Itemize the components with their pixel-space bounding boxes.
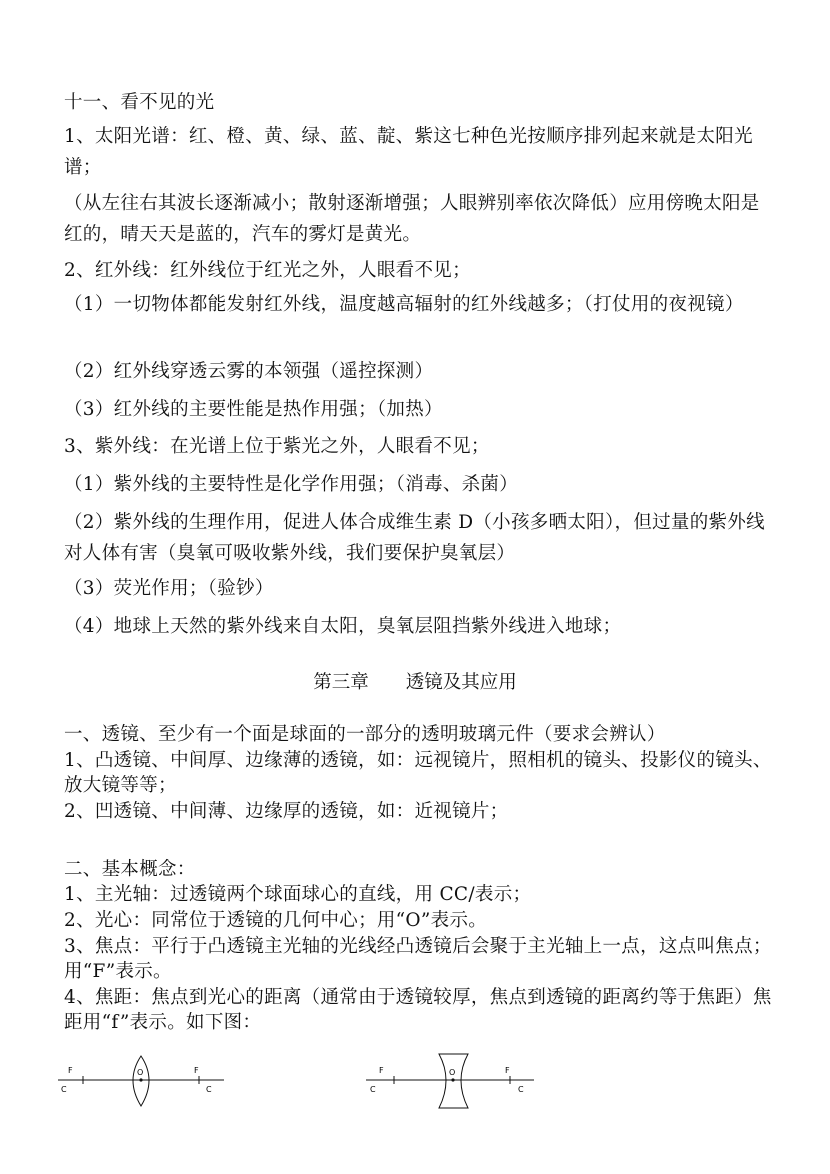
- paragraph-lens-definition: 一、透镜、至少有一个面是球面的一部分的透明玻璃元件（要求会辨认）: [64, 724, 666, 745]
- concave-label-c-left: C: [370, 1085, 376, 1094]
- paragraph-focus: 3、焦点：平行于凸透镜主光轴的光线经凸透镜后会聚于主光轴上一点，这点叫焦点；用“F”表示。: [64, 936, 772, 982]
- paragraph-focal-length: 4、焦距：焦点到光心的距离（通常由于透镜较厚，焦点到透镜的距离约等于焦距）焦距用“f”表示。如下图：: [64, 987, 772, 1033]
- convex-label-c-left: C: [61, 1085, 67, 1094]
- convex-label-o: O: [137, 1068, 144, 1077]
- section-title-invisible-light: 十一、看不见的光: [64, 92, 215, 113]
- paragraph-convex-lens: 1、凸透镜、中间厚、边缘薄的透镜，如：远视镜片，照相机的镜头、投影仪的镜头、放大镜等等；: [64, 750, 772, 796]
- paragraph-ultraviolet-4: （4）地球上天然的紫外线来自太阳，臭氧层阻挡紫外线进入地球；: [64, 616, 622, 637]
- concave-label-f-left: F: [379, 1066, 384, 1075]
- concave-label-f-right: F: [505, 1066, 510, 1075]
- paragraph-concave-lens: 2、凹透镜、中间薄、边缘厚的透镜，如：近视镜片；: [64, 801, 509, 822]
- paragraph-ultraviolet-2: （2）紫外线的生理作用，促进人体合成维生素 D（小孩多晒太阳），但过量的紫外线对人体有害（臭氧可吸收紫外线，我们要保护臭氧层）: [64, 512, 765, 564]
- convex-label-f-left: F: [68, 1066, 73, 1075]
- paragraph-infrared-1: （1）一切物体都能发射红外线，温度越高辐射的红外线越多；（打仗用的夜视镜）: [64, 294, 744, 315]
- concave-label-o: O: [449, 1068, 456, 1077]
- convex-optical-center-dot: [139, 1078, 142, 1081]
- lens-diagram: [56, 1050, 556, 1120]
- paragraph-principal-axis: 1、主光轴：过透镜两个球面球心的直线，用 CC/表示；: [64, 884, 532, 905]
- concave-label-c-right: C: [518, 1085, 524, 1094]
- paragraph-infrared-3: （3）红外线的主要性能是热作用强；（加热）: [64, 399, 443, 420]
- paragraph-infrared-2: （2）红外线穿透云雾的本领强（遥控探测）: [64, 361, 434, 382]
- convex-lens-diagram: [58, 1056, 224, 1106]
- convex-label-f-right: F: [194, 1066, 199, 1075]
- paragraph-infrared: 2、红外线：红外线位于红光之外，人眼看不见；: [64, 260, 471, 281]
- paragraph-solar-spectrum: 1、太阳光谱：红、橙、黄、绿、蓝、靛、紫这七种色光按顺序排列起来就是太阳光谱；: [64, 126, 753, 178]
- paragraph-basic-concepts: 二、基本概念：: [64, 859, 196, 880]
- concave-optical-center-dot: [451, 1078, 454, 1081]
- chapter-title: 第三章 透镜及其应用: [313, 672, 517, 693]
- convex-label-c-right: C: [206, 1085, 212, 1094]
- paragraph-wavelength: （从左往右其波长逐渐减小；散射逐渐增强；人眼辨别率依次降低）应用傍晚太阳是红的，晴天天是蓝的，汽车的雾灯是黄光。: [64, 193, 760, 245]
- concave-lens-diagram: [366, 1054, 534, 1108]
- paragraph-ultraviolet-1: （1）紫外线的主要特性是化学作用强；（消毒、杀菌）: [64, 474, 519, 495]
- paragraph-ultraviolet-3: （3）荧光作用；（验钞）: [64, 578, 274, 599]
- paragraph-optical-center: 2、光心：同常位于透镜的几何中心；用“O”表示。: [64, 910, 488, 931]
- paragraph-ultraviolet: 3、紫外线：在光谱上位于紫光之外，人眼看不见；: [64, 436, 490, 457]
